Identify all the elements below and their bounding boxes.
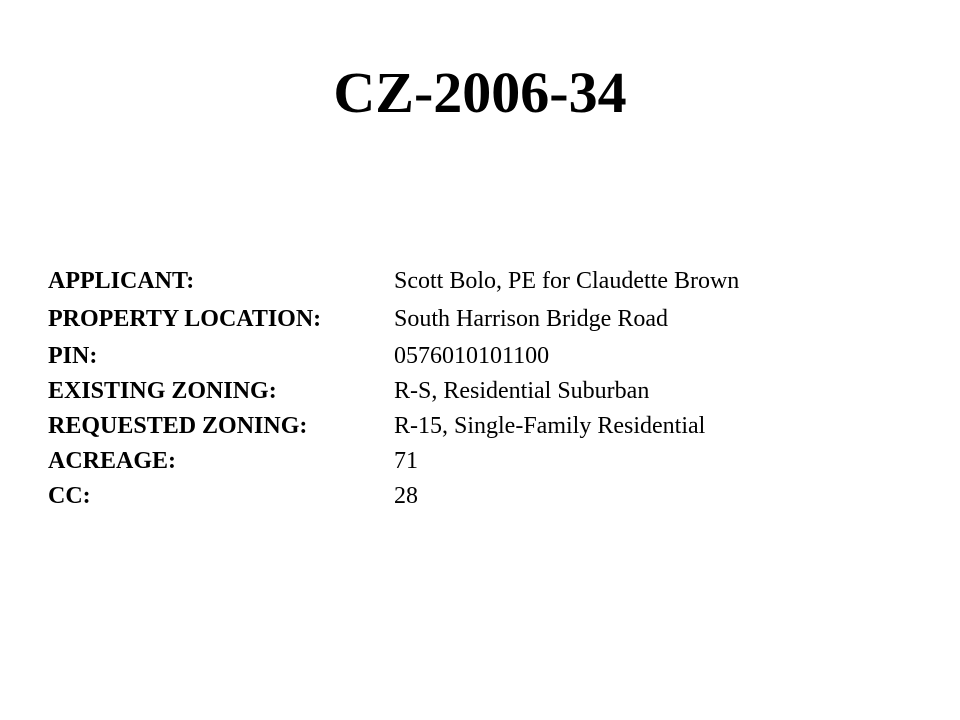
field-row-property-location — [48, 302, 928, 339]
case-details-list — [48, 264, 928, 514]
requested-zoning-label: REQUESTED ZONING: — [48, 413, 308, 439]
pin-label: PIN: — [48, 343, 98, 369]
field-row-existing-zoning — [48, 374, 928, 409]
field-row-requested-zoning — [48, 409, 928, 444]
applicant-value: Scott Bolo, PE for Claudette Brown — [394, 268, 740, 294]
cc-label: CC: — [48, 483, 91, 509]
property-location-label: PROPERTY LOCATION: — [48, 306, 322, 332]
page-title: CZ-2006-34 — [333, 60, 627, 125]
acreage-label: ACREAGE: — [48, 448, 177, 474]
property-location-value: South Harrison Bridge Road — [394, 306, 668, 332]
requested-zoning-value: R-15, Single-Family Residential — [394, 413, 706, 439]
existing-zoning-value: R-S, Residential Suburban — [394, 378, 650, 404]
cc-value: 28 — [394, 483, 418, 509]
acreage-value: 71 — [394, 448, 418, 474]
pin-value: 0576010101100 — [394, 343, 550, 369]
field-row-applicant — [48, 264, 928, 302]
applicant-label: APPLICANT: — [48, 268, 195, 294]
field-row-cc — [48, 479, 928, 514]
field-row-acreage — [48, 444, 928, 479]
existing-zoning-label: EXISTING ZONING: — [48, 378, 277, 404]
field-row-pin — [48, 339, 928, 374]
